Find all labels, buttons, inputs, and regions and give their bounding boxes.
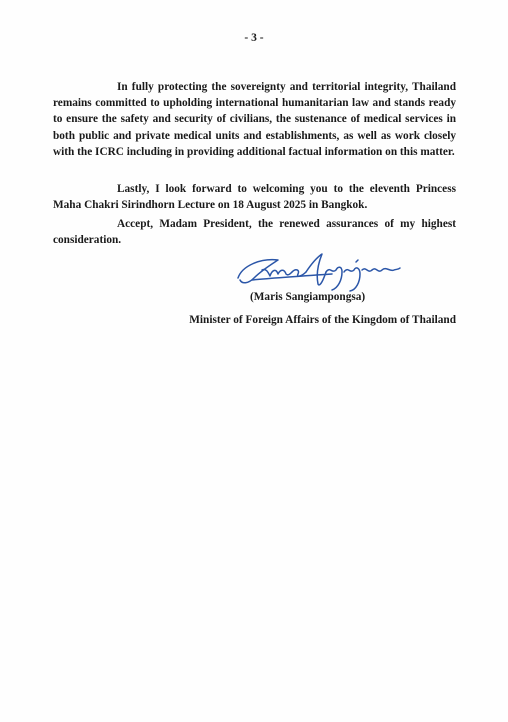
signatory-title: Minister of Foreign Affairs of the Kingdom of Thailand: [189, 314, 456, 326]
signatory-name: (Maris Sangiampongsa): [250, 291, 366, 303]
paragraph-text: Accept, Madam President, the renewed assurances of my highest consideration.: [53, 218, 456, 247]
page-number: - 3 -: [244, 32, 264, 44]
paragraph-text: In fully protecting the sovereignty and territorial integrity, Thailand remains committed to upholding international humanitarian law and stands ready to ensure the safety and security of civilians, the sustenance of medical services in both public and private medical units and establishments, as well as work closely with the ICRC including in providing additional factual information on this matter.: [53, 81, 456, 158]
letter-body-paragraph-1: [53, 79, 456, 160]
paragraph-text: Lastly, I look forward to welcoming you to the eleventh Princess Maha Chakri Sirindhorn Lecture on 18 August 2025 in Bangkok.: [53, 183, 456, 212]
handwritten-signature: [232, 244, 404, 294]
letter-body-paragraph-2: [53, 181, 456, 213]
